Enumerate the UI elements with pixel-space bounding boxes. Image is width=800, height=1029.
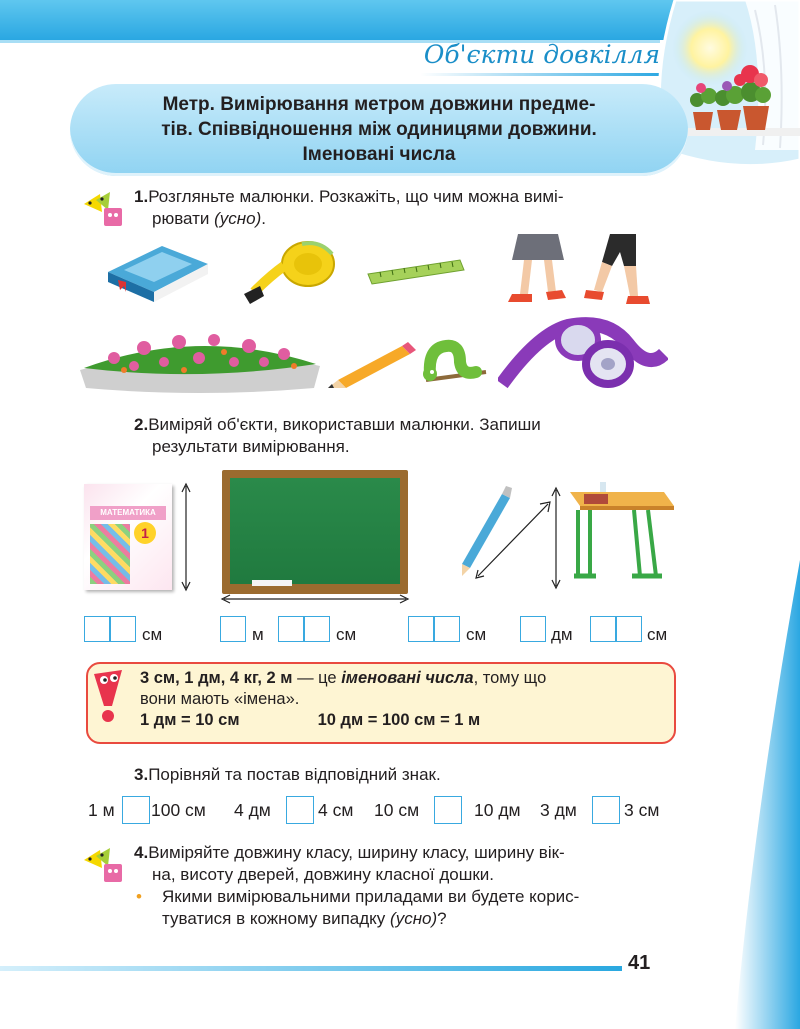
flower-bed-icon bbox=[74, 318, 324, 396]
compare-1-right: 100 см bbox=[151, 800, 206, 820]
page-edge-gradient bbox=[735, 560, 800, 1029]
section-underline bbox=[420, 73, 662, 76]
task3-text bbox=[134, 764, 441, 786]
task4-question-mark: ? bbox=[437, 909, 447, 928]
compare-box-1[interactable] bbox=[122, 796, 150, 824]
unit-label-cm-1: см bbox=[142, 625, 163, 644]
unit-label-cm-3: см bbox=[466, 625, 487, 644]
chalk-piece bbox=[252, 580, 292, 586]
answer-box-pencil-1[interactable] bbox=[408, 616, 434, 642]
rule-equation-1: 1 дм = 10 см bbox=[140, 711, 240, 729]
page-number: 41 bbox=[628, 952, 651, 974]
answer-box-desk-cm-2[interactable] bbox=[616, 616, 642, 642]
textbook-height-arrow bbox=[174, 482, 198, 592]
book-icon bbox=[104, 236, 214, 306]
task1-text bbox=[134, 186, 674, 230]
task2-text bbox=[134, 414, 674, 458]
caterpillar-icon bbox=[420, 328, 492, 388]
compare-box-2[interactable] bbox=[286, 796, 314, 824]
unit-label-dm: дм bbox=[551, 625, 573, 644]
rule-examples: 3 см, 1 дм, 4 кг, 2 м bbox=[140, 669, 293, 687]
answer-box-board-cm-1[interactable] bbox=[278, 616, 304, 642]
footer-band bbox=[0, 966, 622, 971]
answer-box-desk-dm[interactable] bbox=[520, 616, 546, 642]
lesson-title bbox=[90, 92, 668, 167]
ruler-icon bbox=[366, 254, 466, 288]
answer-box-board-cm-2[interactable] bbox=[304, 616, 330, 642]
lesson-title-line-1: Метр. Вимірювання метром довжини предме- bbox=[162, 94, 596, 115]
task4-number: 4. bbox=[134, 843, 149, 862]
compare-3-left: 10 см bbox=[374, 800, 420, 820]
pencil-with-arrow-icon bbox=[454, 484, 554, 580]
compare-2-left: 4 дм bbox=[234, 800, 271, 820]
lesson-title-line-3: Іменовані числа bbox=[302, 144, 456, 165]
compare-box-4[interactable] bbox=[592, 796, 620, 824]
section-title: Об'єкти довкілля bbox=[423, 40, 660, 69]
ribbon-icon bbox=[498, 314, 668, 392]
chalkboard-width-arrow bbox=[220, 592, 410, 606]
chalkboard-surface bbox=[230, 478, 400, 584]
chalkboard-icon bbox=[222, 470, 408, 594]
compare-4-left: 3 дм bbox=[540, 800, 577, 820]
pair-work-icon-2 bbox=[82, 846, 128, 884]
task1-line1: Розгляньте малюнки. Розкажіть, що чим можна вимі- bbox=[148, 187, 564, 206]
task3-number: 3. bbox=[134, 765, 149, 784]
answer-box-textbook-1[interactable] bbox=[84, 616, 110, 642]
school-desk-icon bbox=[544, 476, 676, 596]
textbook-cover-title: МАТЕМАТИКА bbox=[90, 506, 166, 520]
tape-measure-icon bbox=[240, 236, 340, 308]
textbook-cover-number: 1 bbox=[134, 522, 156, 544]
pencil-icon bbox=[324, 338, 419, 390]
rule-equation-2: 10 дм = 100 см = 1 м bbox=[317, 711, 481, 729]
rule-rest: , тому що bbox=[473, 669, 547, 687]
compare-2-right: 4 см bbox=[318, 800, 354, 820]
rule-dash: — це bbox=[292, 669, 342, 687]
task4-line2: на, висоту дверей, довжину класної дошки. bbox=[152, 865, 495, 884]
task2-number: 2. bbox=[134, 415, 149, 434]
task1-number: 1. bbox=[134, 187, 149, 206]
pair-work-icon bbox=[82, 190, 128, 228]
textbook-cover-art bbox=[90, 524, 130, 584]
task4-bullet: • bbox=[136, 887, 142, 906]
task1-period: . bbox=[261, 209, 267, 228]
task1-line2: рювати bbox=[152, 209, 215, 228]
rule-line2: вони мають «імена». bbox=[140, 690, 300, 708]
lesson-title-line-2: тів. Співвідношення між одиницями довжини. bbox=[161, 119, 597, 140]
walking-legs-icon bbox=[498, 232, 668, 312]
rule-text bbox=[140, 668, 670, 731]
answer-box-desk-cm-1[interactable] bbox=[590, 616, 616, 642]
task4-question-line1: Якими вимірювальними приладами ви будете корис- bbox=[162, 887, 580, 906]
task4-line1: Виміряйте довжину класу, ширину класу, ширину вік- bbox=[148, 843, 565, 862]
compare-4-right: 3 см bbox=[624, 800, 660, 820]
compare-1-left: 1 м bbox=[88, 800, 115, 820]
answer-box-board-m[interactable] bbox=[220, 616, 246, 642]
task2-line2: результати вимірювання. bbox=[152, 437, 350, 456]
task3-instruction: Порівняй та постав відповідний знак. bbox=[148, 765, 441, 784]
math-textbook-icon bbox=[84, 484, 172, 590]
task4-text bbox=[134, 842, 679, 930]
compare-3-right: 10 дм bbox=[474, 800, 521, 820]
compare-box-3[interactable] bbox=[434, 796, 462, 824]
rule-term: іменовані числа bbox=[341, 669, 474, 687]
task1-oral-note: (усно) bbox=[214, 209, 262, 228]
unit-label-cm-2: см bbox=[336, 625, 357, 644]
answer-box-pencil-2[interactable] bbox=[434, 616, 460, 642]
unit-label-m: м bbox=[252, 625, 264, 644]
task4-oral-note: (усно) bbox=[390, 909, 438, 928]
unit-label-cm-4: см bbox=[647, 625, 668, 644]
task4-question-line2: туватися в кожному випадку bbox=[162, 909, 391, 928]
task2-line1: Виміряй об'єкти, використавши малюнки. Запиши bbox=[148, 415, 541, 434]
answer-box-textbook-2[interactable] bbox=[110, 616, 136, 642]
exclamation-character-icon bbox=[90, 668, 130, 724]
